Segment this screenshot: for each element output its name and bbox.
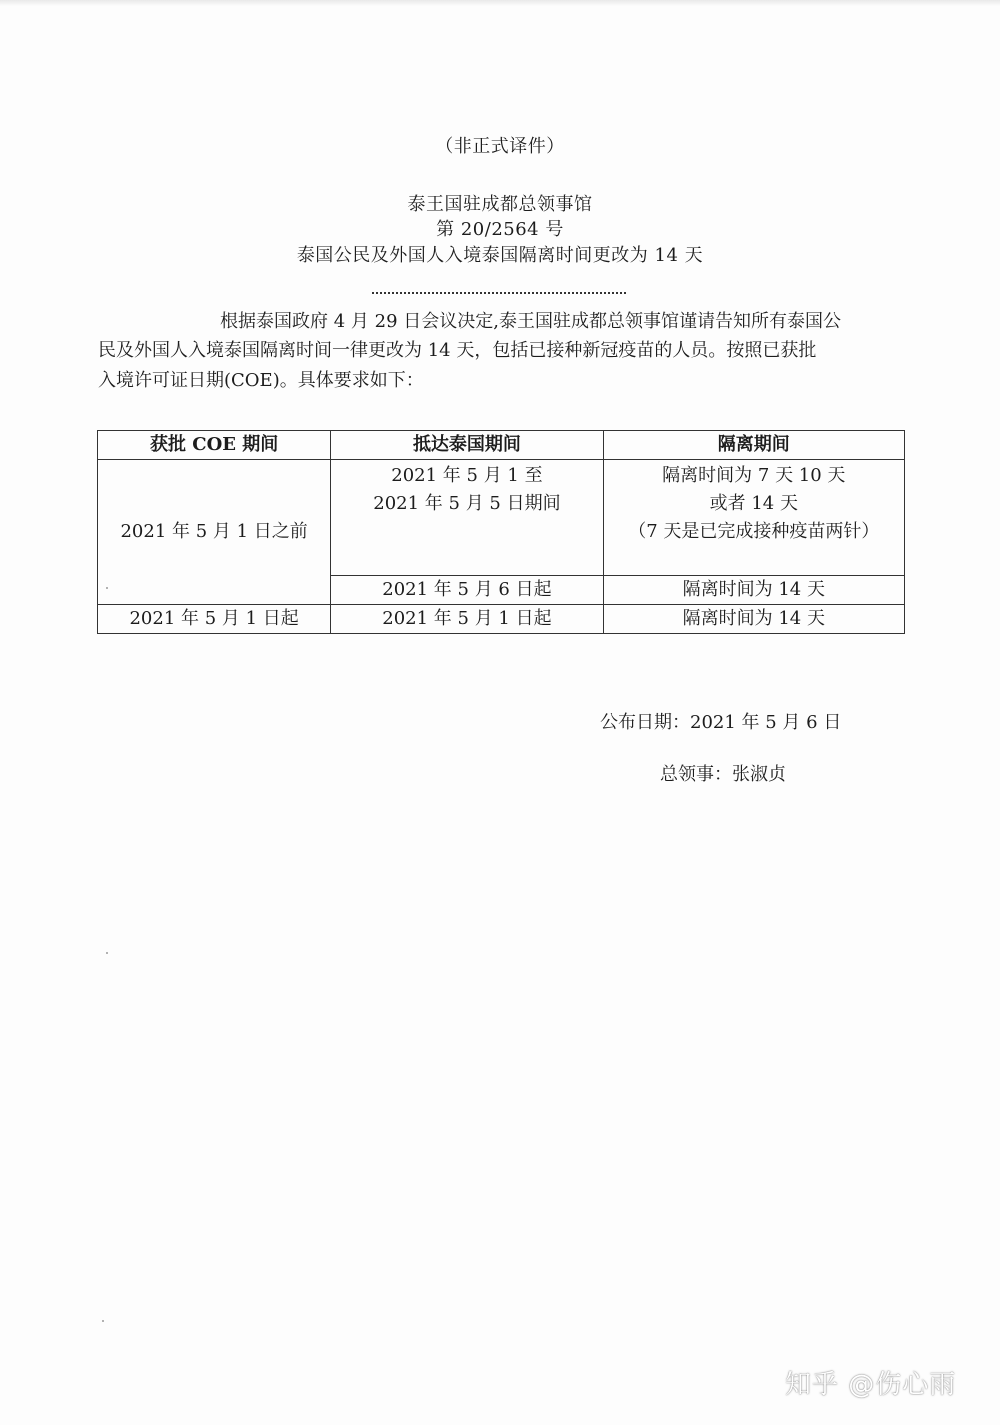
scan-top-edge	[0, 0, 1000, 6]
quarantine-14-days-cell: 隔离时间为 14 天	[603, 605, 904, 634]
table-row	[98, 460, 905, 576]
coe-before-may1-cell: 2021 年 5 月 1 日之前	[98, 460, 331, 605]
header-coe-period: 获批 COE 期间	[98, 431, 331, 460]
arrival-line: 2021 年 5 月 5 日期间	[373, 493, 561, 514]
consul-general-signature: 总领事：张淑贞	[660, 764, 786, 785]
zhihu-watermark: 知乎 @伤心雨	[785, 1370, 957, 1400]
header-quarantine-period: 隔离期间	[603, 431, 904, 460]
scan-speck	[106, 952, 108, 954]
arrival-from-may1-cell: 2021 年 5 月 1 日起	[331, 605, 603, 634]
dotted-divider	[372, 292, 626, 294]
quarantine-14-days-cell: 隔离时间为 14 天	[603, 576, 904, 605]
header-arrival-period: 抵达泰国期间	[331, 431, 603, 460]
quarantine-line: 或者 14 天	[709, 493, 798, 514]
body-paragraph-line-2: 民及外国人入境泰国隔离时间一律更改为 14 天，包括已接种新冠疫苗的人员。按照已获批	[98, 340, 817, 361]
quarantine-line: 隔离时间为 7 天 10 天	[662, 465, 846, 486]
arrival-may1-to-may5-cell	[331, 460, 603, 576]
body-paragraph-line-1: 根据泰国政府 4 月 29 日会议决定,泰王国驻成都总领事馆谨请告知所有泰国公	[220, 311, 841, 332]
quarantine-rules-table	[97, 430, 905, 634]
scan-speck	[106, 587, 108, 589]
quarantine-line: （7 天是已完成接种疫苗两针）	[628, 521, 880, 542]
arrival-line: 2021 年 5 月 1 至	[391, 465, 543, 486]
quarantine-options-cell	[603, 460, 904, 576]
notice-headline: 泰国公民及外国人入境泰国隔离时间更改为 14 天	[296, 245, 704, 266]
consulate-name: 泰王国驻成都总领事馆	[407, 194, 593, 215]
scan-speck	[102, 1320, 104, 1322]
notice-number: 第 20/2564 号	[436, 219, 564, 240]
coe-from-may1-cell: 2021 年 5 月 1 日起	[98, 605, 331, 634]
table-row	[98, 605, 905, 634]
body-paragraph-line-3: 入境许可证日期(COE)。具体要求如下：	[98, 370, 424, 391]
table-header-row	[98, 431, 905, 460]
unofficial-translation-note: （非正式译件）	[435, 136, 565, 157]
publish-date: 公布日期：2021 年 5 月 6 日	[600, 712, 842, 733]
arrival-from-may6-cell: 2021 年 5 月 6 日起	[331, 576, 603, 605]
